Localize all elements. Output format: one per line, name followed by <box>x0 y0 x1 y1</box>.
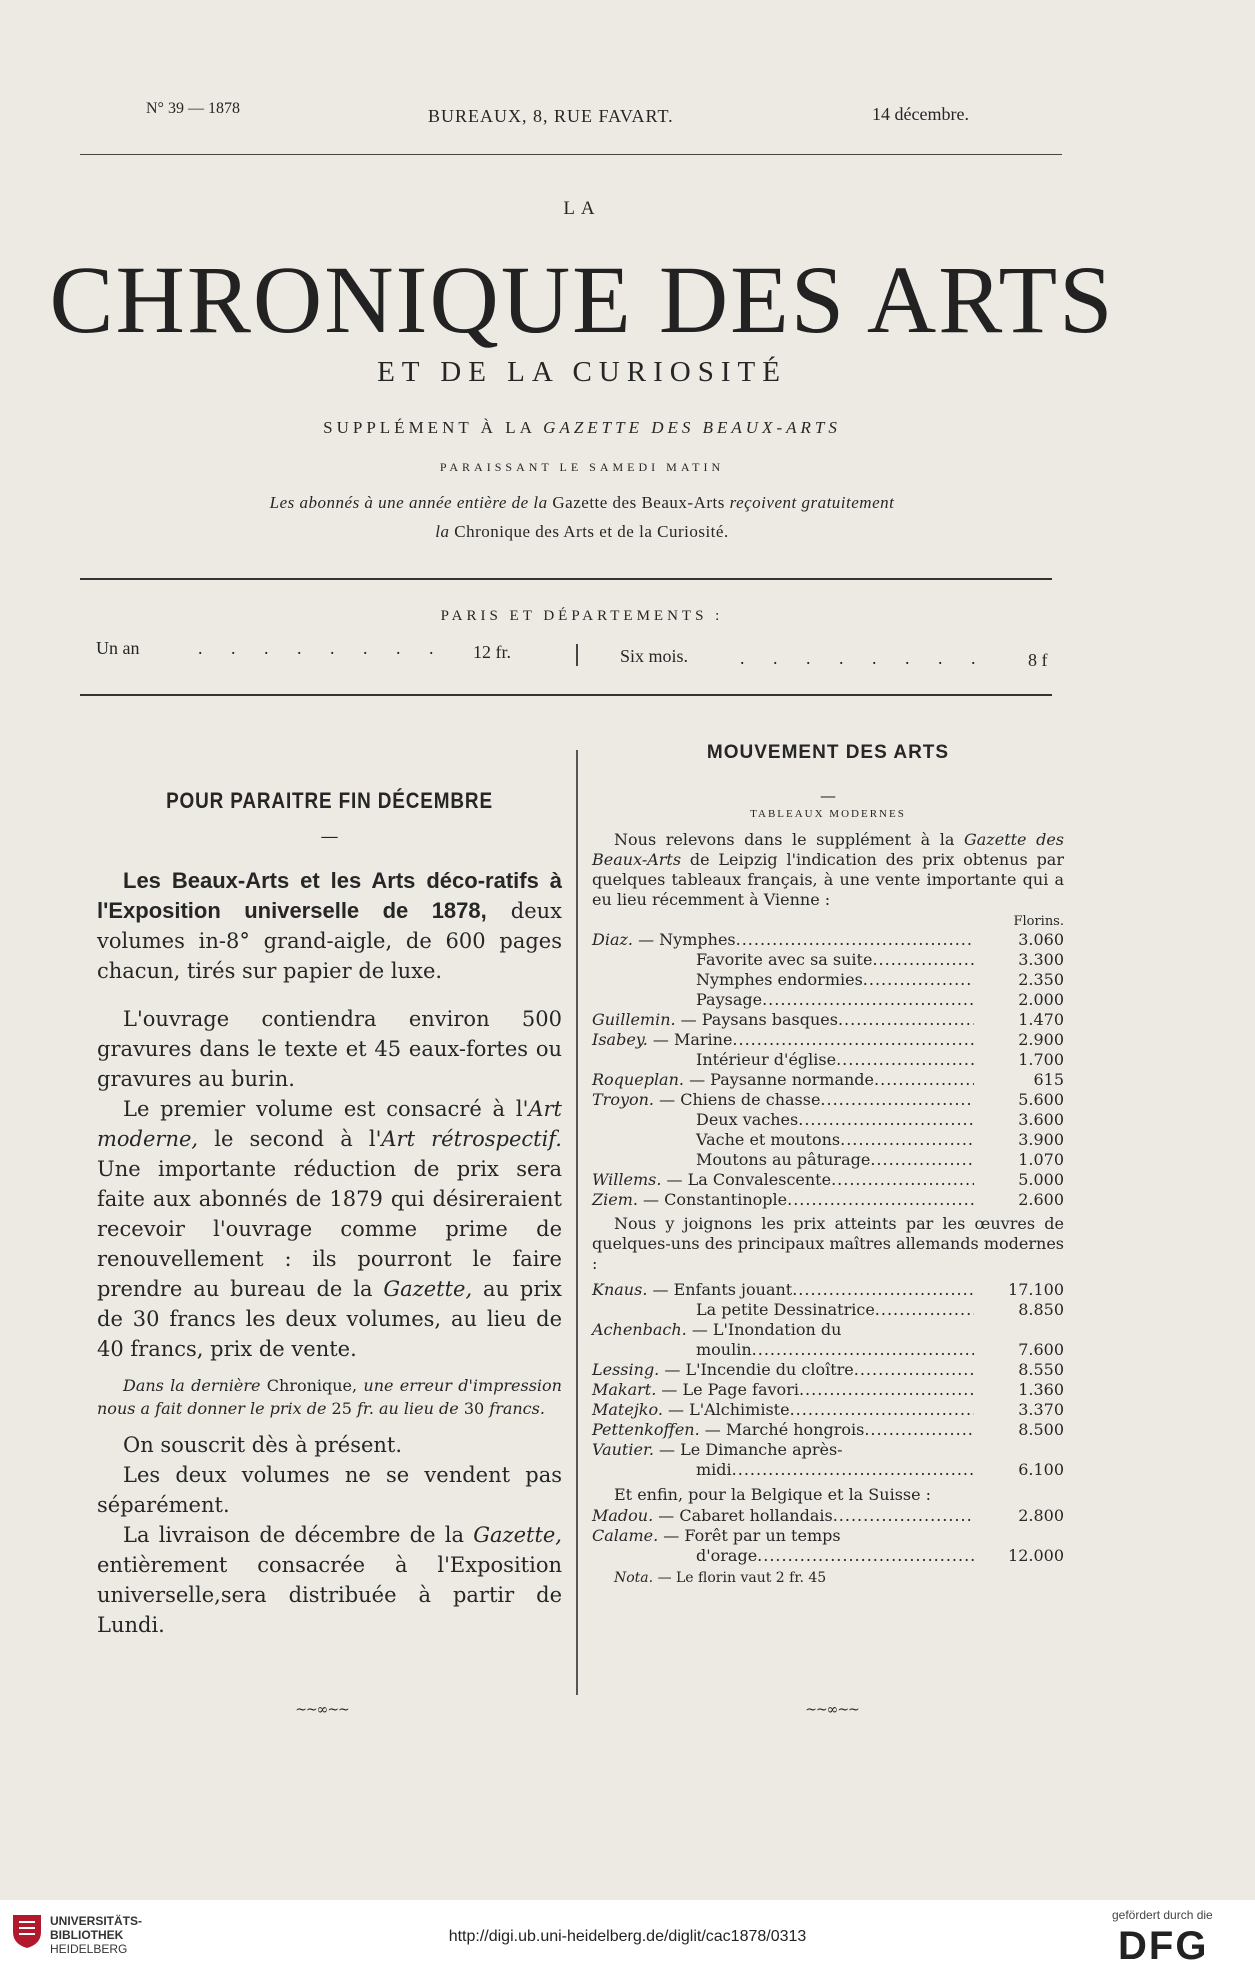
right-heading: MOUVEMENT DES ARTS <box>706 742 950 763</box>
painting-title: Vache et moutons <box>696 1130 841 1149</box>
library-line-3: HEIDELBERG <box>50 1942 128 1956</box>
leader-dots <box>833 1506 974 1526</box>
price-value: 8.550 <box>1018 1360 1064 1379</box>
leader-dots <box>820 1090 974 1110</box>
leader-dots <box>854 1360 974 1380</box>
nota <box>592 1568 1064 1588</box>
p2-i3: Gazette, <box>383 1277 473 1301</box>
leader-dots <box>874 1070 974 1090</box>
price-row <box>592 1420 1064 1440</box>
right-subheading: TABLEAUX MODERNES <box>750 808 906 820</box>
column-divider <box>576 750 578 1695</box>
artist-name: Pettenkoffen. <box>592 1420 705 1439</box>
note-b-italic: la <box>435 522 450 541</box>
p5-a: La livraison de décembre de la <box>123 1523 464 1547</box>
price-row <box>592 1546 1064 1566</box>
artist-name: Ziem. <box>592 1190 644 1209</box>
year-label: Un an <box>96 638 140 658</box>
price-row <box>592 1506 1064 1526</box>
price-row <box>592 1280 1064 1300</box>
leader-dots <box>762 990 974 1010</box>
year-price: 12 fr. <box>473 642 511 662</box>
price-row <box>592 1070 1064 1090</box>
price-row <box>592 1526 1064 1546</box>
painting-title: Paysage <box>696 990 763 1009</box>
schedule: PARAISSANT LE SAMEDI MATIN <box>439 460 725 474</box>
source-url-link[interactable]: http://digi.ub.uni-heidelberg.de/diglit/cac1878/0313 <box>448 1928 807 1945</box>
price-value: 7.600 <box>1018 1340 1064 1359</box>
painting-title: — Le Page favori <box>661 1380 799 1399</box>
price-value: 8.500 <box>1018 1420 1064 1439</box>
leader-dots <box>864 1420 974 1440</box>
paragraph-5 <box>97 1520 562 1640</box>
leader-dots <box>831 1170 974 1190</box>
price-row <box>592 1320 1064 1340</box>
intro-a: Nous relevons dans le supplément à la <box>614 830 955 849</box>
painting-title: — Chiens de chasse <box>659 1090 821 1109</box>
issue-date: 14 décembre. <box>872 104 969 124</box>
half-dots: . . . . . . . . <box>740 648 988 668</box>
paragraph-3: On souscrit dès à présent. <box>123 1433 403 1457</box>
lead-bold: Les Beaux-Arts et les Arts déco-ratifs à l'Exposition universelle de 1878, <box>97 868 562 923</box>
price-value: 3.600 <box>1018 1110 1064 1129</box>
issue-number: N° 39 — 1878 <box>146 100 240 117</box>
painting-title: Moutons au pâturage <box>696 1150 871 1169</box>
price-value: 2.800 <box>1018 1506 1064 1525</box>
price-value: 615 <box>1033 1070 1064 1089</box>
price-row <box>592 1400 1064 1420</box>
price-value: 2.900 <box>1018 1030 1064 1049</box>
price-value: 5.000 <box>1018 1170 1064 1189</box>
p2-d: au prix de 30 francs les deux volumes, au lieu de 40 francs, prix de vente. <box>97 1277 562 1361</box>
artist-name: Makart. <box>592 1380 662 1399</box>
price-row <box>592 1150 1064 1170</box>
price-value: 6.100 <box>1018 1460 1064 1479</box>
price-value: 3.060 <box>1018 930 1064 949</box>
paragraph-4: Les deux volumes ne se vendent pas séparément. <box>97 1463 562 1517</box>
artist-name: Madou. <box>592 1506 659 1525</box>
final-paragraph: Et enfin, pour la Belgique et la Suisse : <box>614 1485 932 1504</box>
price-row <box>592 1380 1064 1400</box>
leader-dots <box>836 1050 974 1070</box>
artist-name: Troyon. <box>592 1090 660 1109</box>
nota-r: — Le florin vaut 2 fr. 45 <box>657 1570 827 1586</box>
price-value: 2.000 <box>1018 990 1064 1009</box>
erratum <box>97 1374 562 1420</box>
painting-title: Intérieur d'église <box>696 1050 837 1069</box>
subscription-heading: PARIS ET DÉPARTEMENTS : <box>440 608 724 624</box>
price-row <box>592 990 1064 1010</box>
leader-dots <box>863 970 974 990</box>
price-list-1 <box>592 930 1064 1210</box>
erratum-r1: Chronique, <box>266 1376 358 1395</box>
lead-paragraph <box>97 866 562 986</box>
erratum-r3: 30 <box>463 1399 485 1418</box>
painting-title: moulin <box>696 1340 752 1359</box>
price-value: 1.700 <box>1018 1050 1064 1069</box>
paragraph-1: L'ouvrage contiendra environ 500 gravures dans le texte et 45 eaux-fortes ou gravures au burin. <box>97 1007 562 1091</box>
price-value: 1.070 <box>1018 1150 1064 1169</box>
price-list-3 <box>592 1506 1064 1566</box>
half-label: Six mois. <box>620 646 689 666</box>
price-value: 1.470 <box>1018 1010 1064 1029</box>
p2-i2: Art rétrospectif. <box>381 1127 562 1151</box>
price-value: 3.370 <box>1018 1400 1064 1419</box>
leader-dots <box>799 1380 974 1400</box>
dfg-logo: DFG <box>1118 1924 1209 1968</box>
intro-b: de Leipzig l'indication des prix obtenus par quelques tableaux français, à une vente importante qui a eu lieu récemment à Vienne : <box>592 850 1064 909</box>
p2-a: Le premier volume est consacré à l' <box>123 1097 529 1121</box>
left-column-text <box>97 866 562 1640</box>
price-value: 12.000 <box>1008 1546 1064 1565</box>
painting-title: — Cabaret hollandais <box>658 1506 833 1525</box>
painting-title: Deux vaches <box>696 1110 799 1129</box>
p2-b: le second à l' <box>214 1127 382 1151</box>
supplement-prefix: SUPPLÉMENT À LA <box>323 418 535 437</box>
painting-title: d'orage <box>696 1546 758 1565</box>
masthead-title: CHRONIQUE DES ARTS <box>49 246 1115 353</box>
erratum-a: Dans la dernière <box>123 1376 261 1395</box>
note-a-italic: Les abonnés à une année entière de la <box>269 493 548 512</box>
leader-dots <box>870 1150 974 1170</box>
left-dash: — <box>320 826 339 847</box>
artist-name: Calame. <box>592 1526 664 1545</box>
supplement-gazette: GAZETTE DES BEAUX-ARTS <box>543 418 841 437</box>
subscription-rule <box>80 694 1052 696</box>
address: BUREAUX, 8, RUE FAVART. <box>428 106 674 126</box>
library-line-1: UNIVERSITÄTS- <box>50 1914 143 1928</box>
price-row <box>592 1050 1064 1070</box>
price-row <box>592 1090 1064 1110</box>
painting-title: — La Convalescente <box>666 1170 832 1189</box>
leader-dots <box>732 1460 974 1480</box>
painting-title: — Nymphes <box>638 930 736 949</box>
leader-dots <box>752 1340 974 1360</box>
painting-title: — Paysanne normande <box>689 1070 875 1089</box>
price-value: 3.300 <box>1018 950 1064 969</box>
left-end-ornament: ~~∞~~ <box>295 1702 349 1718</box>
erratum-r2: 25 <box>331 1399 352 1418</box>
price-value: 8.850 <box>1018 1300 1064 1319</box>
viewer-footer <box>0 1900 1255 1987</box>
price-row <box>592 1440 1064 1460</box>
left-heading: POUR PARAITRE FIN DÉCEMBRE <box>166 788 493 813</box>
price-row <box>592 1360 1064 1380</box>
intro-i: Gazette des Beaux-Arts <box>592 830 1064 869</box>
year-dots: . . . . . . . . <box>198 638 446 658</box>
artist-name: Diaz. <box>592 930 639 949</box>
p2-i1: Art moderne, <box>97 1097 562 1151</box>
leader-dots <box>790 1400 974 1420</box>
price-row <box>592 1010 1064 1030</box>
painting-title: midi <box>696 1460 732 1479</box>
subscription-separator <box>576 644 578 666</box>
subscriber-note-2 <box>0 522 1164 542</box>
price-value: 1.360 <box>1018 1380 1064 1399</box>
right-end-ornament: ~~∞~~ <box>805 1702 859 1718</box>
painting-title: — Marine <box>652 1030 733 1049</box>
artist-name: Guillemin. <box>592 1010 681 1029</box>
price-list-2 <box>592 1280 1064 1480</box>
price-row <box>592 1300 1064 1320</box>
price-row <box>592 1110 1064 1130</box>
leader-dots <box>875 1300 974 1320</box>
leader-dots <box>792 1280 974 1300</box>
price-value: 3.900 <box>1018 1130 1064 1149</box>
artist-name: Roqueplan. <box>592 1070 690 1089</box>
note-a-roman: Gazette des Beaux-Arts <box>552 493 725 512</box>
price-row <box>592 970 1064 990</box>
middle-paragraph: Nous y joignons les prix atteints par les œuvres de quelques-uns des principaux maîtres allemands modernes : <box>592 1214 1064 1273</box>
erratum-c: fr. au lieu de <box>357 1399 459 1418</box>
artist-name: Willems. <box>592 1170 667 1189</box>
leader-dots <box>840 1130 974 1150</box>
masthead-subtitle: ET DE LA CURIOSITÉ <box>377 356 787 388</box>
artist-name: Achenbach. <box>592 1320 692 1339</box>
painting-title: — Le Dimanche après- <box>659 1440 843 1459</box>
intro-paragraph <box>592 830 1064 910</box>
masthead-la: LA <box>563 198 601 219</box>
artist-name: Knaus. <box>592 1280 653 1299</box>
header-rule <box>80 154 1062 155</box>
painting-title: — Constantinople <box>643 1190 788 1209</box>
price-row <box>592 1190 1064 1210</box>
leader-dots <box>757 1546 974 1566</box>
artist-name: Vautier. <box>592 1440 660 1459</box>
price-value: 2.600 <box>1018 1190 1064 1209</box>
erratum-d: francs. <box>489 1399 545 1418</box>
lead-rest: deux volumes in-8° grand-aigle, de 600 pages chacun, tirés sur papier de luxe. <box>97 899 562 983</box>
paragraph-2 <box>97 1094 562 1364</box>
funding-label: gefördert durch die <box>1112 1908 1213 1922</box>
leader-dots <box>798 1110 974 1130</box>
p5-i: Gazette, <box>473 1523 562 1547</box>
note-b-roman: Chronique des Arts et de la Curiosité. <box>454 522 729 541</box>
library-line-2: BIBLIOTHEK <box>50 1928 124 1942</box>
price-value: 17.100 <box>1008 1280 1064 1299</box>
masthead-rule <box>80 578 1052 580</box>
price-row <box>592 1340 1064 1360</box>
painting-title: La petite Dessinatrice <box>696 1300 875 1319</box>
leader-dots <box>787 1190 974 1210</box>
painting-title: — L'Incendie du cloître <box>664 1360 854 1379</box>
leader-dots <box>838 1010 974 1030</box>
painting-title: — Enfants jouant <box>652 1280 793 1299</box>
price-value: 2.350 <box>1018 970 1064 989</box>
price-row <box>592 1130 1064 1150</box>
supplement-line <box>0 418 1164 438</box>
right-dash: — <box>820 786 836 805</box>
price-row <box>592 1170 1064 1190</box>
painting-title: — L'Alchimiste <box>668 1400 790 1419</box>
currency-label: Florins. <box>1013 914 1064 929</box>
price-row <box>592 930 1064 950</box>
painting-title: Nymphes endormies <box>696 970 863 989</box>
leader-dots <box>872 950 974 970</box>
note-a-italic2: reçoivent gratuitement <box>729 493 895 512</box>
erratum-b: une erreur d'impression nous a fait donner le prix de <box>97 1376 562 1418</box>
nota-i: Nota. <box>614 1570 654 1586</box>
price-value: 5.600 <box>1018 1090 1064 1109</box>
painting-title: — L'Inondation du <box>691 1320 842 1339</box>
half-price: 8 f <box>1028 650 1048 670</box>
leader-dots <box>736 930 974 950</box>
p5-b: entièrement consacrée à l'Exposition universelle,sera distribuée à partir de Lundi. <box>97 1553 562 1637</box>
leader-dots <box>732 1030 974 1050</box>
painting-title: — Forêt par un temps <box>663 1526 841 1545</box>
artist-name: Matejko. <box>592 1400 668 1419</box>
right-column-text <box>592 830 1064 1588</box>
p2-c: Une importante réduction de prix sera faite aux abonnés de 1879 qui désireraient recevoir l'ouvrage comme prime de renouvellement : ils pourront le faire prendre au bureau de la <box>97 1157 562 1301</box>
painting-title: — Marché hongrois <box>704 1420 865 1439</box>
price-row <box>592 1030 1064 1050</box>
painting-title: — Paysans basques <box>680 1010 838 1029</box>
artist-name: Lessing. <box>592 1360 665 1379</box>
price-row <box>592 1460 1064 1480</box>
painting-title: Favorite avec sa suite <box>696 950 873 969</box>
price-row <box>592 950 1064 970</box>
subscriber-note-1 <box>0 493 1164 513</box>
artist-name: Isabey. <box>592 1030 653 1049</box>
